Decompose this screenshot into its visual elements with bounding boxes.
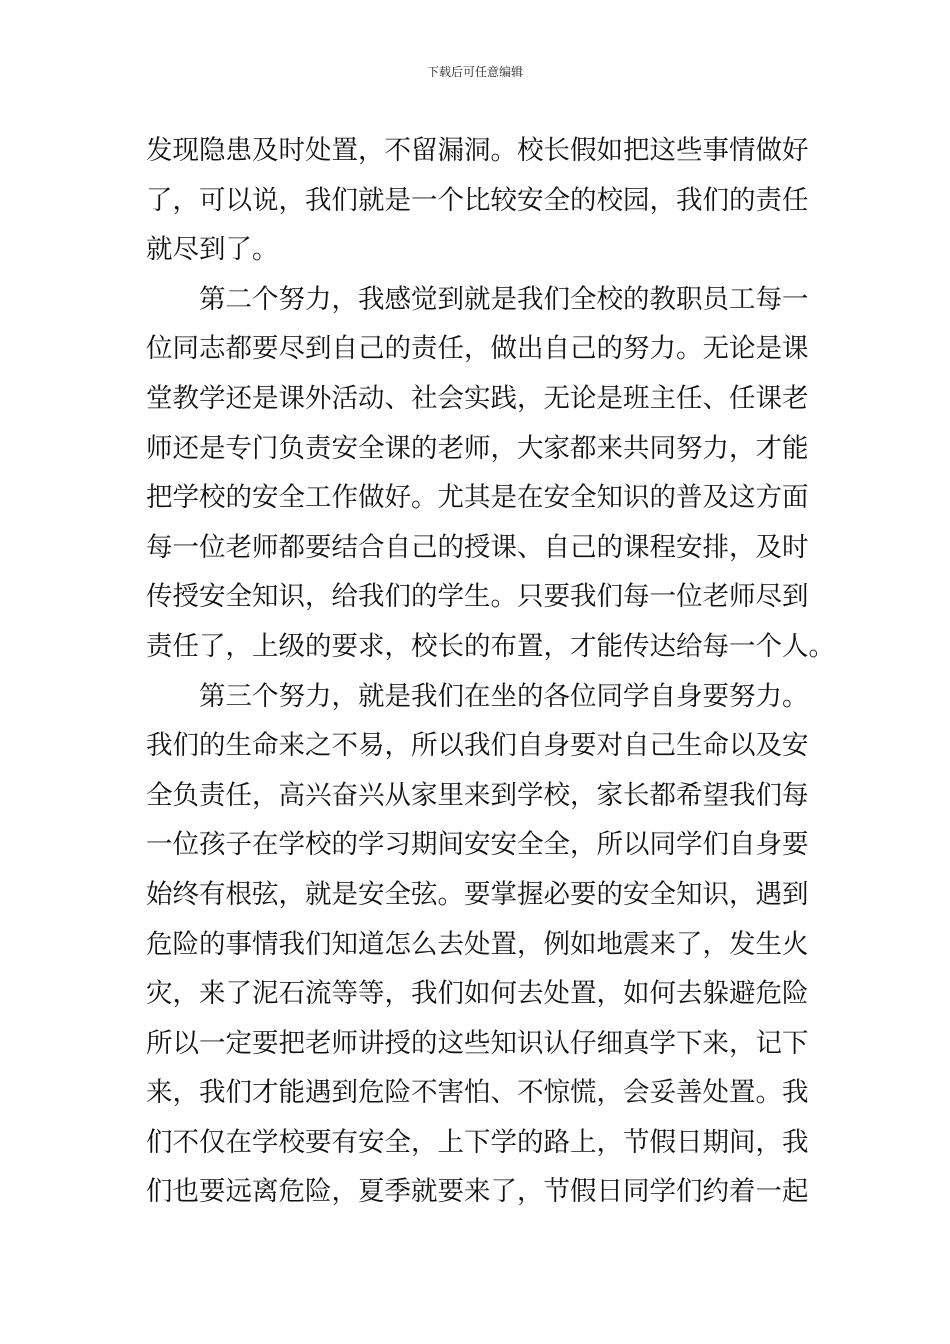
text-line: 全负责任，高兴奋兴从家里来到学校，家长都希望我们每 [146, 779, 809, 811]
text-line: 师还是专门负责安全课的老师，大家都来共同努力，才能 [146, 432, 809, 464]
text-line: 责任了，上级的要求，校长的布置，才能传达给每一个人。 [146, 630, 835, 662]
text-line: 了，可以说，我们就是一个比较安全的校园，我们的责任 [146, 184, 809, 216]
text-line: 每一位老师都要结合自己的授课、自己的课程安排，及时 [146, 531, 809, 563]
text-line: 堂教学还是课外活动、社会实践，无论是班主任、任课老 [146, 382, 809, 414]
text-line: 就尽到了。 [146, 234, 279, 266]
text-line: 传授安全知识，给我们的学生。只要我们每一位老师尽到 [146, 581, 809, 613]
text-line: 始终有根弦，就是安全弦。要掌握必要的安全知识，遇到 [146, 878, 809, 910]
text-line: 把学校的安全工作做好。尤其是在安全知识的普及这方面 [146, 482, 809, 514]
text-line: 们不仅在学校要有安全，上下学的路上，节假日期间，我 [146, 1126, 809, 1158]
document-body [146, 126, 835, 1217]
text-line: 一位孩子在学校的学习期间安安全全，所以同学们自身要 [146, 829, 809, 861]
text-line: 危险的事情我们知道怎么去处置，例如地震来了，发生火 [146, 928, 809, 960]
text-line: 我们的生命来之不易，所以我们自身要对自己生命以及安 [146, 730, 809, 762]
text-line: 灾，来了泥石流等等，我们如何去处置，如何去躲避危险 [146, 978, 809, 1010]
paragraph-start-line: 第二个努力，我感觉到就是我们全校的教职员工每一 [199, 283, 809, 315]
text-line: 们也要远离危险，夏季就要来了，节假日同学们约着一起 [146, 1176, 809, 1208]
text-line: 发现隐患及时处置，不留漏洞。校长假如把这些事情做好 [146, 135, 809, 166]
text-line: 位同志都要尽到自己的责任，做出自己的努力。无论是课 [146, 333, 809, 365]
text-line: 所以一定要把老师讲授的这些知识认仔细真学下来，记下 [146, 1027, 809, 1059]
paragraph-start-line: 第三个努力，就是我们在坐的各位同学自身要努力。 [199, 680, 809, 712]
page-header-note: 下载后可任意编辑 [426, 65, 523, 79]
text-line: 来，我们才能遇到危险不害怕、不惊慌，会妥善处置。我 [146, 1077, 809, 1109]
